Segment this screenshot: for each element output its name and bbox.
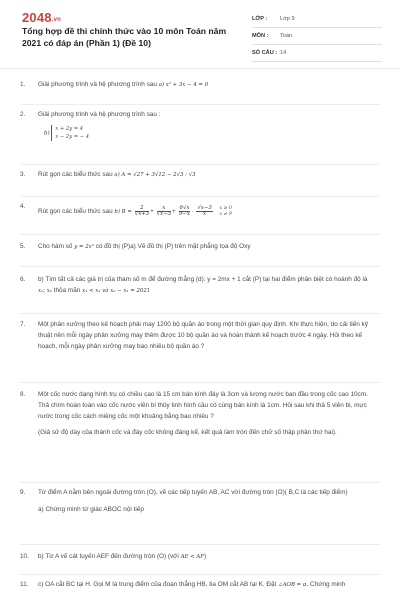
question-item (20, 552, 380, 575)
math-expression: y = 2x² (74, 244, 94, 250)
fraction-term: $\frac{2}{√x+3}$ (134, 205, 150, 217)
info-row-subject (252, 28, 382, 45)
info-value: Lớp 9 (280, 16, 295, 22)
question-text: Giải phương trình và hệ phương trình sau (38, 81, 157, 88)
info-label: MÔN : (252, 33, 269, 39)
question-item (20, 390, 380, 483)
question-number: 3. (20, 171, 26, 178)
info-row-count (252, 45, 382, 62)
exam-info-table (252, 11, 382, 62)
question-text: có đồ thị (P)a) Vẽ đồ thị (P) trên mặt phẳng tọa độ Oxy (95, 243, 251, 250)
equation-line: x + 2y = 4 (55, 125, 84, 132)
question-number: 5. (20, 243, 26, 250)
question-number: 4. (20, 203, 26, 210)
question-number: 9. (20, 489, 26, 496)
question-item: 4. Rút gọn các biểu thức sau b) B = $\frac{2}{√x+3}$ + $\frac{x}{√x-3}$ + $\frac{6√x}{9-x}$ · $\frac{√x-3}{x}$ x ≥ 0 x ≠ 9 (20, 202, 380, 235)
question-number: 8. (20, 391, 26, 398)
question-item (20, 320, 380, 383)
math-expression: ∠AOB = α (278, 582, 307, 588)
question-text: c) OA cắt BC tại H. Gọi M là trung điểm của đoạn thẳng HB, tia OM cắt AB tại K. Đặt (38, 581, 277, 588)
question-number: 6. (20, 276, 26, 283)
question-note: (Giả sử độ dày của thành cốc và đáy cốc không đáng kể, kết quả làm tròn đến chữ số thập phân thứ hai). (38, 429, 337, 437)
math-expression: a) x² + 3x − 4 = 0 (158, 82, 209, 88)
question-item (20, 580, 380, 600)
equation-system (51, 125, 89, 141)
math-expression: x₁; x₂ (38, 287, 52, 294)
question-number: 7. (20, 321, 26, 328)
question-number: 1. (20, 81, 26, 88)
info-value: 14 (280, 50, 287, 56)
question-number: 11. (20, 581, 29, 588)
question-item (20, 110, 380, 165)
fraction-term: $\frac{6√x}{9-x}$ (178, 205, 190, 217)
page-header (0, 0, 400, 69)
domain-condition: x ≥ 0 x ≠ 9 (219, 206, 232, 217)
question-text: Giải phương trình và hệ phương trình sau : (38, 111, 161, 118)
question-text: Từ điểm A nằm bên ngoài đường tròn (O), vẽ các tiếp tuyến AB, AC với đường tròn (O)( B,C là các tiếp điểm) (38, 489, 348, 496)
page-title: Tổng hợp đề thi chính thức vào 10 môn Toán năm 2021 có đáp án (Phần 1) (Đề 10) (22, 26, 227, 48)
question-text: b) Từ A vẽ cát tuyến AEF đến đường tròn (O) (với (38, 553, 179, 560)
question-text: thỏa mãn (53, 286, 81, 294)
site-logo[interactable]: 2048.vn (22, 10, 62, 25)
question-text: . Chứng minh (306, 581, 346, 588)
question-text: Cho hàm số (38, 243, 73, 250)
question-text: Rút gọn các biểu thức sau (38, 171, 113, 178)
question-subpart: a) Chứng minh tứ giác ABOC nội tiếp (38, 505, 144, 513)
math-expression: b) B = (114, 209, 132, 216)
fraction-term: $\frac{√x-3}{x}$ (197, 205, 212, 217)
question-text: Một phân xưởng theo kế hoạch phải may 1200 bộ quần áo trong một thời gian quy định. Khi thực hiện, do cải tiến kỹ thuật nên mỗi ngày phân xưởng may thêm được 10 bộ quần áo và hoàn thành kế hoạch trước 4 ngày. Hỏi theo kế hoạch, mỗi ngày phân xưởng may bao nhiêu bộ quần áo ? (38, 321, 368, 350)
question-item (20, 170, 380, 197)
question-text: ) (203, 553, 207, 560)
math-expression: AE < AF (180, 554, 204, 560)
question-text: Một cốc nước dạng hình trụ có chiều cao là 15 cm bán kính đáy là 3cm và lượng nước ban đầu trong cốc cao 10cm. Thả chìm hoàn toàn vào cốc nước viên bi thủy tinh hình cầu có cùng bán kính là 1cm. Hỏi sau khi thả 5 viên bi, mực nước trong cốc cách miệng cốc một khoảng bằng bao nhiêu ? (38, 391, 368, 420)
math-label: b) (44, 130, 50, 137)
info-label: LỚP : (252, 16, 268, 22)
math-expression: a) A = √27 + 3√12 − 2√3 : √3 (114, 172, 196, 178)
question-item (20, 242, 380, 267)
fraction-term: $\frac{x}{√x-3}$ (156, 205, 172, 217)
question-text: b) Tìm tất cả các giá trị của tham số m để đường thẳng (d): y = 2mx + 1 cắt (P) tại hai điểm phân biệt có hoành độ là (38, 276, 368, 283)
info-label: SỐ CÂU : (252, 50, 278, 56)
question-number: 10. (20, 553, 29, 560)
question-text: Rút gọn các biểu thức sau (38, 208, 113, 216)
info-row-class (252, 11, 382, 28)
equation-line: x − 2y = − 4 (55, 133, 90, 140)
math-expression: x₁ < x₂ và x₂ − x₁ = 2021 (82, 287, 151, 294)
question-item (20, 488, 380, 545)
info-value: Toán (280, 33, 293, 39)
question-item (20, 275, 380, 314)
question-number: 2. (20, 111, 26, 118)
question-item (20, 80, 380, 105)
